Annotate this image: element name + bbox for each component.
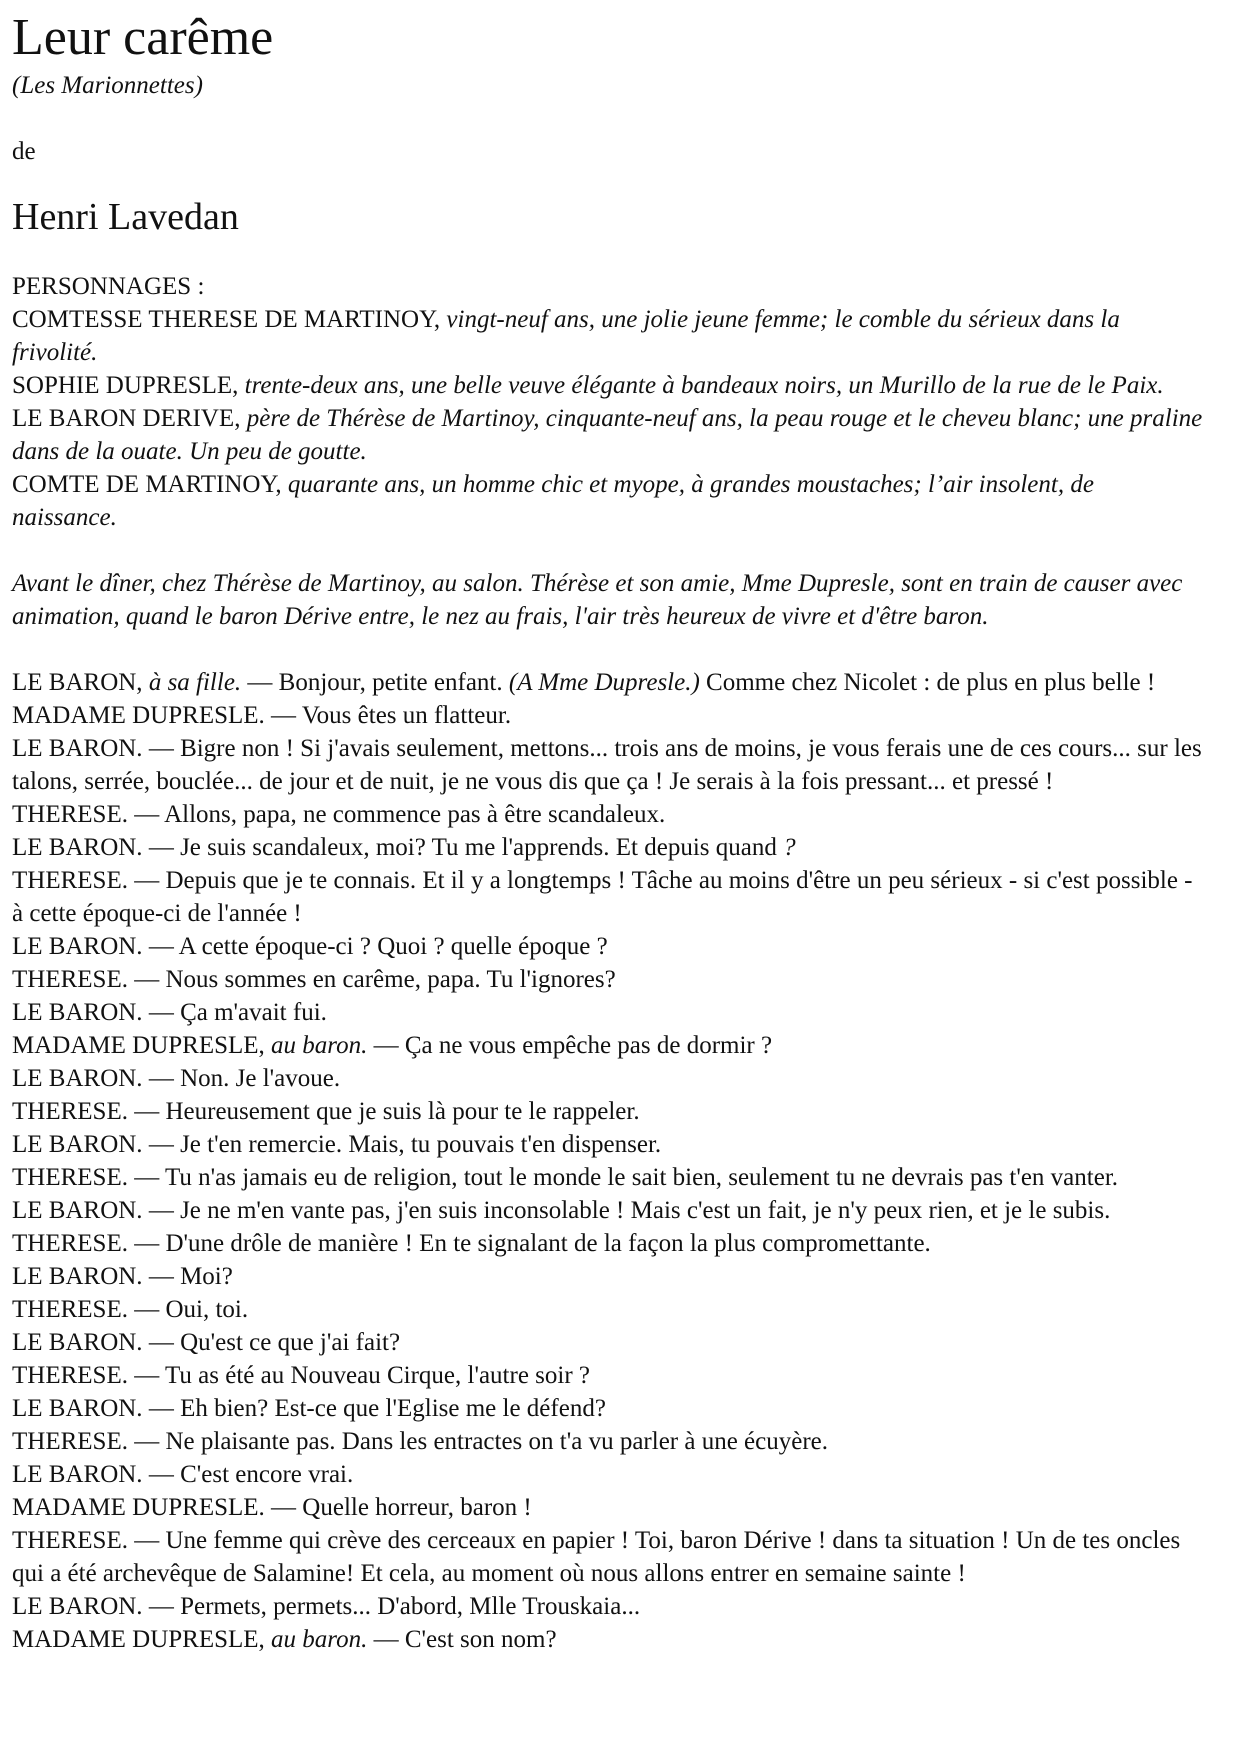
by-label: de bbox=[12, 138, 36, 165]
dialogue-line bbox=[12, 1194, 1204, 1227]
dialogue-line bbox=[12, 1590, 1204, 1623]
stage-note: (A Mme Dupresle.) bbox=[508, 669, 700, 696]
speech-text: — Oui, toi. bbox=[134, 1296, 249, 1323]
character-description: vingt-neuf ans, une jolie jeune femme; le comble du sérieux dans la frivolité. bbox=[12, 306, 1120, 366]
speech-text: — Nous sommes en carême, papa. Tu l'ignores? bbox=[134, 966, 616, 993]
character-description: quarante ans, un homme chic et myope, à grandes moustaches; l’air insolent, de naissance. bbox=[12, 471, 1094, 531]
speaker-name: LE BARON. bbox=[12, 1461, 143, 1488]
dialogue-line bbox=[12, 1029, 1204, 1062]
dialogue-line bbox=[12, 732, 1204, 798]
character-entry bbox=[12, 402, 1204, 468]
speech-text: — Moi? bbox=[148, 1263, 233, 1290]
characters-list bbox=[12, 303, 1204, 534]
dialogue-line bbox=[12, 831, 1204, 864]
stage-note: ? bbox=[783, 834, 796, 861]
dialogue-line bbox=[12, 1425, 1204, 1458]
character-name: SOPHIE DUPRESLE, bbox=[12, 372, 239, 399]
stage-note: au baron. bbox=[271, 1032, 368, 1059]
speech-text: — Qu'est ce que j'ai fait? bbox=[148, 1329, 401, 1356]
dialogue-line bbox=[12, 1392, 1204, 1425]
speaker-name: THERESE. bbox=[12, 1296, 128, 1323]
character-entry bbox=[12, 303, 1204, 369]
speaker-name: THERESE. bbox=[12, 1164, 128, 1191]
dialogue-line bbox=[12, 1161, 1204, 1194]
dialogue-line bbox=[12, 1458, 1204, 1491]
speech-text: — Heureusement que je suis là pour te le rappeler. bbox=[134, 1098, 640, 1125]
dialogue-line bbox=[12, 864, 1204, 930]
dialogue-line bbox=[12, 1062, 1204, 1095]
speech-text: — Permets, permets... D'abord, Mlle Trouskaia... bbox=[148, 1593, 641, 1620]
dialogue-line bbox=[12, 1524, 1204, 1590]
speech-text: — Tu as été au Nouveau Cirque, l'autre soir ? bbox=[134, 1362, 591, 1389]
dialogue-line bbox=[12, 1260, 1204, 1293]
dialogue-line bbox=[12, 1491, 1204, 1524]
speaker-name: THERESE. bbox=[12, 1362, 128, 1389]
speaker-name: MADAME DUPRESLE. bbox=[12, 702, 265, 729]
speaker-name: THERESE. bbox=[12, 1230, 128, 1257]
play-title: Leur carême bbox=[12, 9, 274, 66]
character-entry bbox=[12, 468, 1204, 534]
dialogue-line bbox=[12, 798, 1204, 831]
speech-text: — Je suis scandaleux, moi? Tu me l'apprends. Et depuis quand bbox=[148, 834, 777, 861]
dialogue-line bbox=[12, 1128, 1204, 1161]
speech-text: — Depuis que je te connais. Et il y a longtemps ! Tâche au moins d'être un peu sérieux - si c'est possible - à cette époque-ci de l'année ! bbox=[12, 867, 1193, 927]
dialogue-line bbox=[12, 1095, 1204, 1128]
speaker-name: MADAME DUPRESLE, bbox=[12, 1032, 265, 1059]
speaker-name: LE BARON. bbox=[12, 933, 143, 960]
character-name: LE BARON DERIVE, bbox=[12, 405, 241, 432]
dialogue-line bbox=[12, 1359, 1204, 1392]
speaker-name: THERESE. bbox=[12, 1098, 128, 1125]
speaker-name: LE BARON. bbox=[12, 1131, 143, 1158]
speech-text: — D'une drôle de manière ! En te signalant de la façon la plus compromettante. bbox=[134, 1230, 931, 1257]
character-name: COMTESSE THERESE DE MARTINOY, bbox=[12, 306, 441, 333]
dialogue-line bbox=[12, 1623, 1204, 1656]
speech-text: — C'est encore vrai. bbox=[148, 1461, 354, 1488]
characters-heading: PERSONNAGES : bbox=[12, 273, 205, 300]
author-name: Henri Lavedan bbox=[12, 196, 239, 238]
speech-text: — Bigre non ! Si j'avais seulement, mettons... trois ans de moins, je vous ferais une de ces cours... sur les talons, serrée, bouclée... de jour et de nuit, je ne vous dis que ça ! Je serais à la fois pressant... et pressé ! bbox=[12, 735, 1202, 795]
speech-text: — Je t'en remercie. Mais, tu pouvais t'en dispenser. bbox=[148, 1131, 662, 1158]
play-subtitle: (Les Marionnettes) bbox=[12, 72, 203, 99]
speaker-name: LE BARON, bbox=[12, 669, 143, 696]
character-name: COMTE DE MARTINOY, bbox=[12, 471, 282, 498]
speaker-name: LE BARON. bbox=[12, 999, 143, 1026]
speech-text: — Ne plaisante pas. Dans les entractes on t'a vu parler à une écuyère. bbox=[134, 1428, 829, 1455]
dialogue-line bbox=[12, 1326, 1204, 1359]
dialogue-line bbox=[12, 996, 1204, 1029]
speaker-name: THERESE. bbox=[12, 1527, 128, 1554]
speaker-name: MADAME DUPRESLE, bbox=[12, 1626, 265, 1653]
speaker-name: THERESE. bbox=[12, 966, 128, 993]
dialogue-line bbox=[12, 930, 1204, 963]
speaker-name: THERESE. bbox=[12, 801, 128, 828]
dialogue-line bbox=[12, 666, 1204, 699]
speech-text: — Quelle horreur, baron ! bbox=[271, 1494, 532, 1521]
speech-text: Comme chez Nicolet : de plus en plus belle ! bbox=[706, 669, 1156, 696]
stage-direction: Avant le dîner, chez Thérèse de Martinoy, au salon. Thérèse et son amie, Mme Dupresle, sont en train de causer avec animation, quand le baron Dérive entre, le nez au frais, l'air très heureux de vivre et d'être baron. bbox=[12, 570, 1183, 630]
dialogue bbox=[12, 666, 1204, 1656]
speech-text: — Ça m'avait fui. bbox=[148, 999, 327, 1026]
character-description: trente-deux ans, une belle veuve élégante à bandeaux noirs, un Murillo de la rue de le Paix. bbox=[244, 372, 1164, 399]
speaker-name: LE BARON. bbox=[12, 1197, 143, 1224]
speech-text: — Tu n'as jamais eu de religion, tout le monde le sait bien, seulement tu ne devrais pas t'en vanter. bbox=[134, 1164, 1119, 1191]
speech-text: — Une femme qui crève des cerceaux en papier ! Toi, baron Dérive ! dans ta situation ! Un de tes oncles qui a été archevêque de Salamine! Et cela, au moment où nous allons entrer en semaine sainte ! bbox=[12, 1527, 1181, 1587]
speech-text: — Bonjour, petite enfant. bbox=[247, 669, 503, 696]
dialogue-line bbox=[12, 1227, 1204, 1260]
dialogue-line bbox=[12, 1293, 1204, 1326]
speaker-name: LE BARON. bbox=[12, 1263, 143, 1290]
speech-text: — Eh bien? Est-ce que l'Eglise me le défend? bbox=[148, 1395, 606, 1422]
speech-text: — Ça ne vous empêche pas de dormir ? bbox=[373, 1032, 773, 1059]
speaker-name: LE BARON. bbox=[12, 1329, 143, 1356]
dialogue-line bbox=[12, 699, 1204, 732]
speaker-name: LE BARON. bbox=[12, 1395, 143, 1422]
stage-note: à sa fille. bbox=[148, 669, 242, 696]
speech-text: — Vous êtes un flatteur. bbox=[271, 702, 512, 729]
speech-text: — Je ne m'en vante pas, j'en suis inconsolable ! Mais c'est un fait, je n'y peux rien, et je le subis. bbox=[148, 1197, 1111, 1224]
character-description: père de Thérèse de Martinoy, cinquante-neuf ans, la peau rouge et le cheveu blanc; une praline dans de la ouate. Un peu de goutte. bbox=[12, 405, 1203, 465]
speaker-name: LE BARON. bbox=[12, 1593, 143, 1620]
speaker-name: MADAME DUPRESLE. bbox=[12, 1494, 265, 1521]
speaker-name: LE BARON. bbox=[12, 1065, 143, 1092]
stage-note: au baron. bbox=[271, 1626, 368, 1653]
character-entry bbox=[12, 369, 1204, 402]
speech-text: — Non. Je l'avoue. bbox=[148, 1065, 341, 1092]
speaker-name: LE BARON. bbox=[12, 735, 143, 762]
speech-text: — Allons, papa, ne commence pas à être scandaleux. bbox=[134, 801, 666, 828]
speaker-name: LE BARON. bbox=[12, 834, 143, 861]
speech-text: — C'est son nom? bbox=[373, 1626, 557, 1653]
dialogue-line bbox=[12, 963, 1204, 996]
speech-text: — A cette époque-ci ? Quoi ? quelle époque ? bbox=[148, 933, 608, 960]
speaker-name: THERESE. bbox=[12, 1428, 128, 1455]
characters-section bbox=[12, 270, 1204, 534]
speaker-name: THERESE. bbox=[12, 867, 128, 894]
